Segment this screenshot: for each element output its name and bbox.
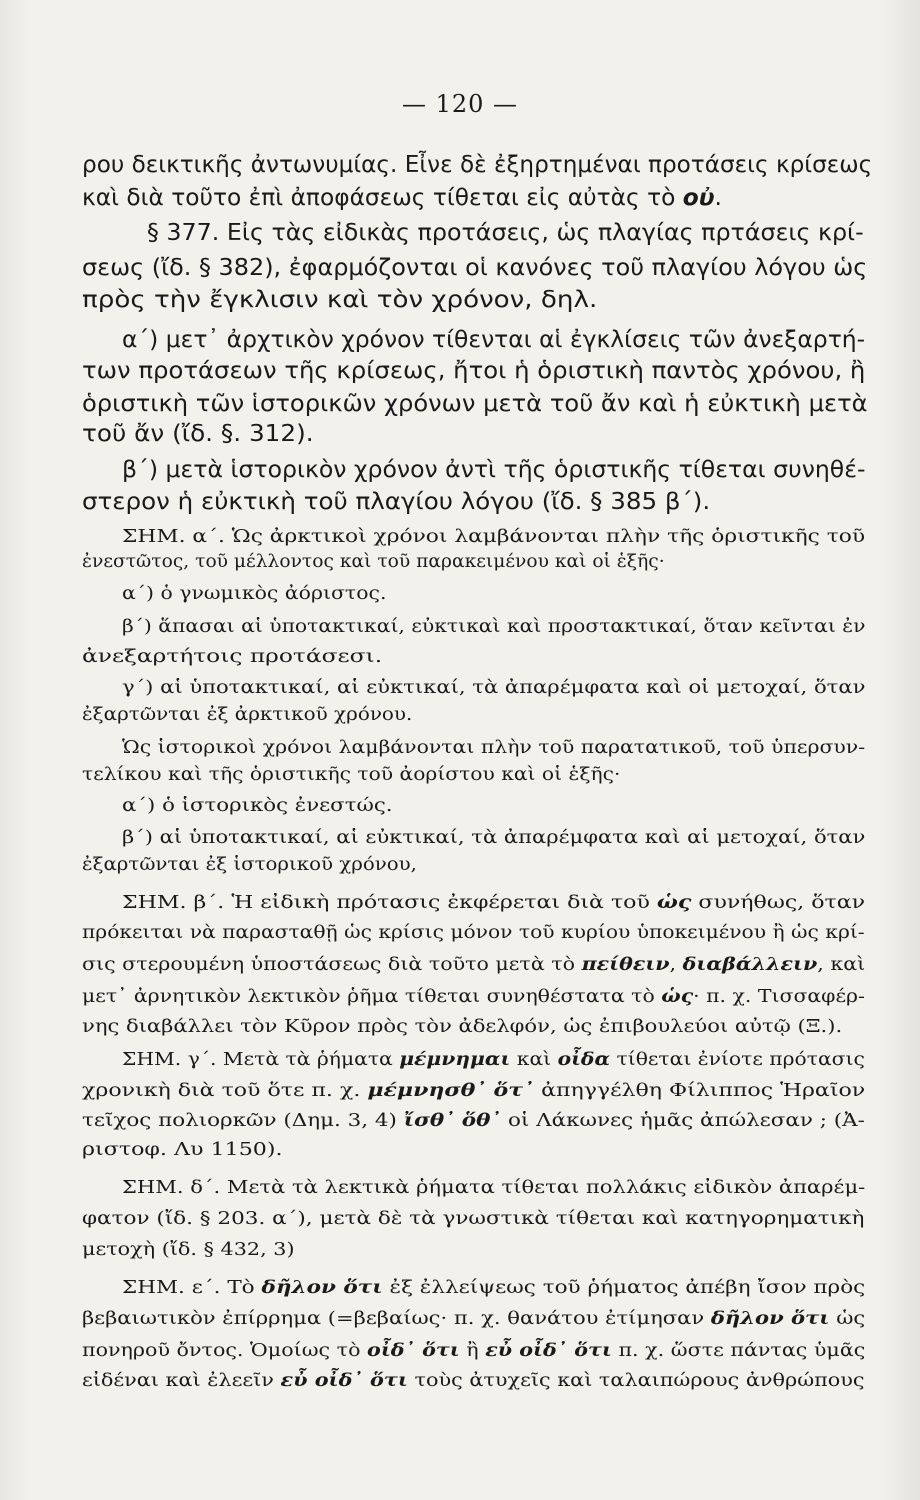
text-segment: πονηροῦ ὄντος. Ὁμοίως τὸ — [82, 1341, 368, 1361]
text-segment: ριστοφ. Λυ 1150). — [82, 1140, 283, 1160]
text-segment: πρὸς τὴν ἔγκλισιν καὶ τὸν χρόνον, δηλ. — [82, 287, 598, 313]
emphasized-text: ὡς — [661, 987, 694, 1007]
text-segment: σις στερουμένη ὑποστάσεως διὰ τοῦτο μετὰ τὸ — [82, 955, 582, 975]
emphasized-text: ὅτ᾽ — [493, 1081, 535, 1101]
text-line — [82, 987, 865, 1007]
emphasized-text: ἴσθ᾽ — [403, 1111, 455, 1131]
text-segment: τοῦ ἄν (ἴδ. §. 312). — [82, 421, 314, 447]
text-line — [82, 765, 620, 785]
emphasized-text: μέμνημαι — [399, 1050, 511, 1070]
text-line — [82, 955, 865, 975]
text-segment: ΣΗΜ. ε΄. Τὸ — [122, 1278, 262, 1298]
text-line — [82, 855, 417, 875]
text-line — [82, 489, 710, 515]
text-segment: τελίκου καὶ τῆς ὁριστικῆς τοῦ ἀορίστου καὶ οἱ ἑξῆς· — [82, 765, 621, 785]
text-segment: εἰδέναι καὶ ἐλεεῖν — [82, 1371, 281, 1391]
text-line — [82, 1017, 842, 1037]
text-line — [82, 152, 872, 178]
page-number: — 120 — — [401, 90, 519, 118]
text-segment: πρόκειται νὰ παρασταθῇ ὡς κρίσις μόνον τοῦ κυρίου ὑποκειμένου ἢ ὡς κρί- — [82, 923, 865, 943]
text-line — [122, 584, 386, 604]
text-segment: ἢ — [459, 1341, 486, 1361]
text-segment: τεῖχος πολιορκῶν (Δημ. 3, 4) — [82, 1111, 404, 1131]
text-segment: στερον ἡ εὐκτικὴ τοῦ πλαγίου λόγου (ἴδ. § 385 β΄). — [82, 489, 711, 515]
emphasized-text: διαβάλλειν — [682, 955, 818, 975]
text-segment: β΄) μετὰ ἱστορικὸν χρόνον ἀντὶ τῆς ὁριστικῆς τίθεται συνηθέ- — [122, 457, 866, 483]
text-line — [147, 220, 864, 246]
emphasized-text: ὅθ᾽ — [461, 1111, 502, 1131]
text-segment: α΄) μετ᾽ ἀρχτικὸν χρόνον τίθενται αἱ ἐγκλίσεις τῶν ἀνεξαρτή- — [122, 327, 866, 353]
text-segment: τοὺς ἀτυχεῖς καὶ ταλαιπώρους ἀνθρώπους — [407, 1371, 865, 1391]
text-line — [82, 391, 868, 417]
text-segment: ὡς — [829, 1309, 866, 1329]
text-segment: χρονικὴ διὰ τοῦ ὅτε π. χ. — [82, 1081, 368, 1101]
text-segment: § 377. Εἰς τὰς εἰδικὰς προτάσεις, ὡς πλαγίας πρτάσεις κρί- — [147, 220, 864, 246]
text-segment: α΄) ὁ ἱστορικὸς ἐνεστώς. — [122, 796, 393, 816]
text-line — [82, 1341, 865, 1361]
text-segment: Ὡς ἱστορικοὶ χρόνοι λαμβάνονται πλὴν τοῦ παρατατικοῦ, τοῦ ὑπερσυν- — [122, 738, 866, 758]
text-line — [82, 1081, 865, 1101]
text-segment: νης διαβάλλει τὸν Κῦρον πρὸς τὸν ἀδελφόν, ὡς ἐπιβουλεύοι αὐτῷ (Ξ.). — [82, 1017, 843, 1037]
text-segment: ΣΗΜ. α΄. Ὡς ἀρκτικοὶ χρόνοι λαμβάνονται πλὴν τῆς ὁριστικῆς τοῦ — [122, 527, 866, 547]
text-segment: καὶ — [510, 1050, 558, 1070]
emphasized-text: εὖ οἶδ᾽ ὅτι — [280, 1371, 408, 1391]
text-segment: , — [669, 955, 683, 975]
text-line — [82, 1111, 865, 1131]
text-segment: ΣΗΜ. γ΄. Μετὰ τὰ ῥήματα — [122, 1050, 400, 1070]
text-segment: συνήθως, ὅταν — [691, 893, 866, 913]
text-line — [122, 1050, 865, 1070]
text-segment: β΄) αἱ ὑποτακτικαί, αἱ εὐκτικαί, τὰ ἀπαρέμφατα καὶ αἱ μετοχαί, ὅταν — [122, 828, 866, 848]
text-segment: ὁριστικὴ τῶν ἱστορικῶν χρόνων μετὰ τοῦ ἄν καὶ ἡ εὐκτικὴ μετὰ — [82, 391, 868, 417]
text-segment: μετοχὴ (ἴδ. § 432, 3) — [82, 1240, 295, 1260]
emphasized-text: οἶδ᾽ ὅτι — [367, 1341, 460, 1361]
text-segment — [455, 1111, 462, 1131]
text-line — [82, 287, 597, 313]
text-segment: ΣΗΜ. δ΄. Μετὰ τὰ λεκτικὰ ῥήματα τίθεται πολλάκις εἰδικὸν ἀπαρέμ- — [122, 1178, 866, 1198]
text-segment: βεβαιωτικὸν ἐπίρρημα (=βεβαίως· π. χ. θανάτου ἐτίμησαν — [82, 1309, 711, 1329]
emphasized-text: ὡς — [656, 893, 692, 913]
text-line — [122, 1178, 865, 1198]
text-segment: ἐξαρτῶνται ἐξ ἀρκτικοῦ χρόνου. — [82, 705, 413, 725]
text-line — [82, 185, 722, 211]
text-segment: . — [714, 185, 722, 211]
text-segment: μετ᾽ ἀρνητικὸν λεκτικὸν ῥῆμα τίθεται συνηθέστατα τὸ — [82, 987, 662, 1007]
text-segment: τίθεται ἐνίοτε πρότασις — [610, 1050, 865, 1070]
text-line — [82, 1309, 865, 1329]
text-line — [122, 828, 865, 848]
text-segment: β΄) ἅπασαι αἱ ὑποτακτικαί, εὐκτικαὶ καὶ προστακτικαί, ὅταν κεῖνται ἐν — [122, 617, 866, 637]
text-line — [122, 527, 865, 547]
emphasized-text: οὐ — [682, 185, 715, 211]
text-segment: γ΄) αἱ ὑποτακτικαί, αἱ εὐκτικαί, τὰ ἀπαρέμφατα καὶ οἱ μετοχαί, ὅταν — [122, 678, 866, 698]
text-line — [82, 705, 412, 725]
text-segment: · π. χ. Τισσαφέρ- — [693, 987, 865, 1007]
emphasized-text: εὖ οἶδ᾽ ὅτι — [485, 1341, 612, 1361]
text-segment: των προτάσεων τῆς κρίσεως, ἤτοι ἡ ὁριστικὴ παντὸς χρόνου, ἢ — [82, 358, 866, 384]
text-line — [82, 1140, 283, 1160]
text-line — [122, 678, 865, 698]
emphasized-text: δῆλον ὅτι — [261, 1278, 383, 1298]
text-line — [82, 647, 382, 667]
text-line — [82, 552, 665, 572]
text-segment: καὶ διὰ τοῦτο ἐπὶ ἀποφάσεως τίθεται εἰς αὐτὰς τὸ — [82, 185, 683, 211]
emphasized-text: οἶδα — [557, 1050, 611, 1070]
text-line — [82, 421, 314, 447]
emphasized-text: μέμνησθ᾽ — [367, 1081, 487, 1101]
text-segment: ἀπηγγέλθη Φίλιππος Ἡραῖον — [534, 1081, 866, 1101]
text-segment: ΣΗΜ. β΄. Ἡ εἰδικὴ πρότασις ἐκφέρεται διὰ τοῦ — [122, 893, 657, 913]
text-line — [82, 358, 865, 384]
text-segment: ἐξαρτῶνται ἐξ ἱστορικοῦ χρόνου, — [82, 855, 417, 875]
text-segment: , καὶ — [817, 955, 866, 975]
text-segment: π. χ. ὥστε πάντας ὑμᾶς — [611, 1341, 866, 1361]
text-line — [122, 893, 865, 913]
text-line — [82, 1240, 295, 1260]
emphasized-text: δῆλον ὅτι — [710, 1309, 830, 1329]
text-line — [82, 1371, 865, 1391]
text-line — [122, 738, 865, 758]
text-line — [122, 1278, 865, 1298]
emphasized-text: πείθειν — [581, 955, 670, 975]
text-line — [82, 255, 867, 281]
text-segment: α΄) ὁ γνωμικὸς ἀόριστος. — [122, 584, 387, 604]
text-line — [122, 457, 865, 483]
text-line — [122, 796, 393, 816]
text-line — [82, 923, 865, 943]
text-segment: σεως (ἴδ. § 382), ἐφαρμόζονται οἱ κανόνες τοῦ πλαγίου λόγου ὡς — [82, 255, 868, 281]
text-segment: ἀνεξαρτήτοις προτάσεσι. — [82, 647, 383, 667]
text-segment: ρου δεικτικῆς ἀντωνυμίας. Εἶνε δὲ ἐξηρτημέναι προτάσεις κρίσεως — [82, 152, 873, 178]
text-segment: ἐνεστῶτος, τοῦ μέλλοντος καὶ τοῦ παρακειμένου καὶ οἱ ἑξῆς· — [82, 552, 665, 572]
text-segment: ἐξ ἐλλείψεως τοῦ ῥήματος ἀπέβη ἴσον πρὸς — [382, 1278, 866, 1298]
text-segment: φατον (ἴδ. § 203. α΄), μετὰ δὲ τὰ γνωστικὰ τίθεται καὶ κατηγορηματικὴ — [82, 1209, 865, 1229]
text-line — [122, 327, 865, 353]
text-segment: οἱ Λάκωνες ἡμᾶς ἀπώλεσαν ; (Ἀ- — [501, 1111, 865, 1131]
text-line — [82, 1209, 864, 1229]
text-line — [122, 617, 866, 637]
